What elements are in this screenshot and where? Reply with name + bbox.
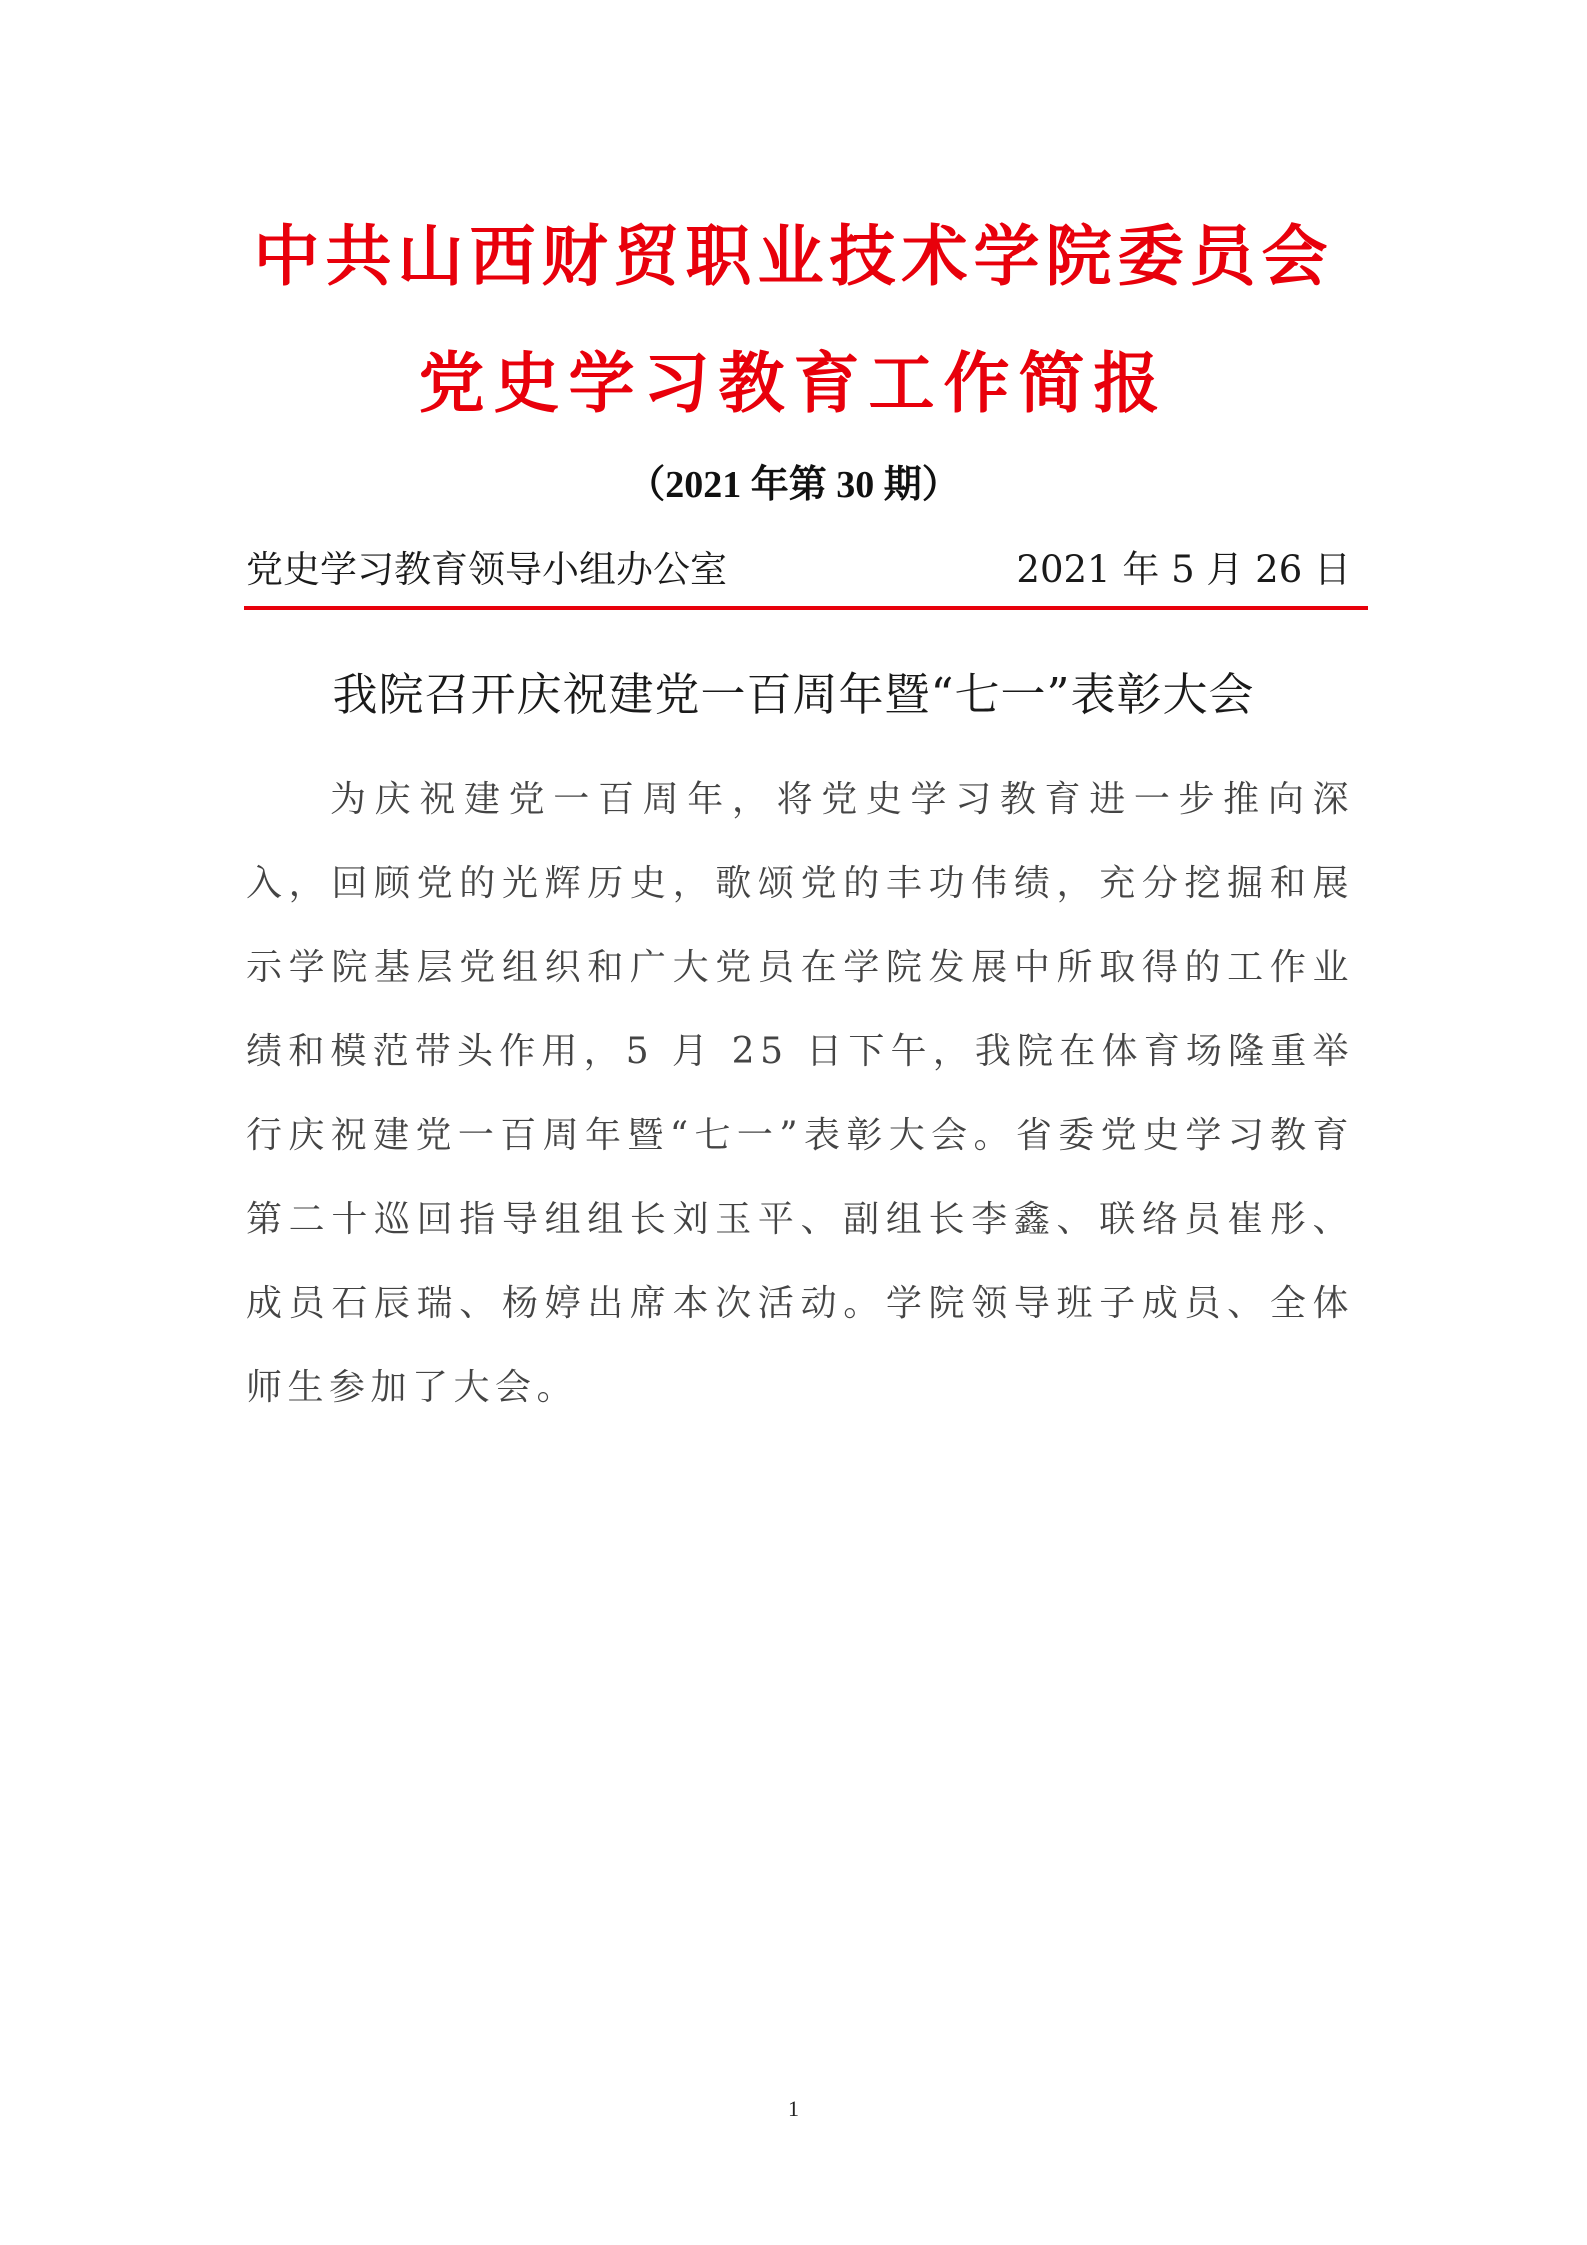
issuing-office: 党史学习教育领导小组办公室 bbox=[246, 548, 727, 591]
masthead-subtitle: 党史学习教育工作简报 bbox=[418, 344, 1169, 422]
red-divider-rule bbox=[244, 606, 1368, 610]
page-number: 1 bbox=[788, 2096, 799, 2121]
issue-number: （2021 年第 30 期） bbox=[627, 464, 960, 506]
article-title: 我院召开庆祝建党一百周年暨“七一”表彰大会 bbox=[332, 668, 1255, 721]
meta-row bbox=[246, 540, 1351, 600]
issue-date: 2021 年 5 月 26 日 bbox=[1016, 548, 1351, 591]
masthead-title: 中共山西财贸职业技术学院委员会 bbox=[253, 217, 1334, 295]
article-paragraph: 为庆祝建党一百周年，将党史学习教育进一步推向深入，回顾党的光辉历史，歌颂党的丰功伟绩，充分挖掘和展示学院基层党组织和广大党员在学院发展中所取得的工作业绩和模范带头作用，5 月 25 日下午，我院在体育场隆重举行庆祝建党一百周年暨“七一”表彰大会。省委党史学习教育第二十巡回指导组组长刘玉平、副组长李鑫、联络员崔彤、成员石辰瑞、杨婷出席本次活动。学院领导班子成员、全体师生参加了大会。 bbox=[246, 779, 1354, 1408]
